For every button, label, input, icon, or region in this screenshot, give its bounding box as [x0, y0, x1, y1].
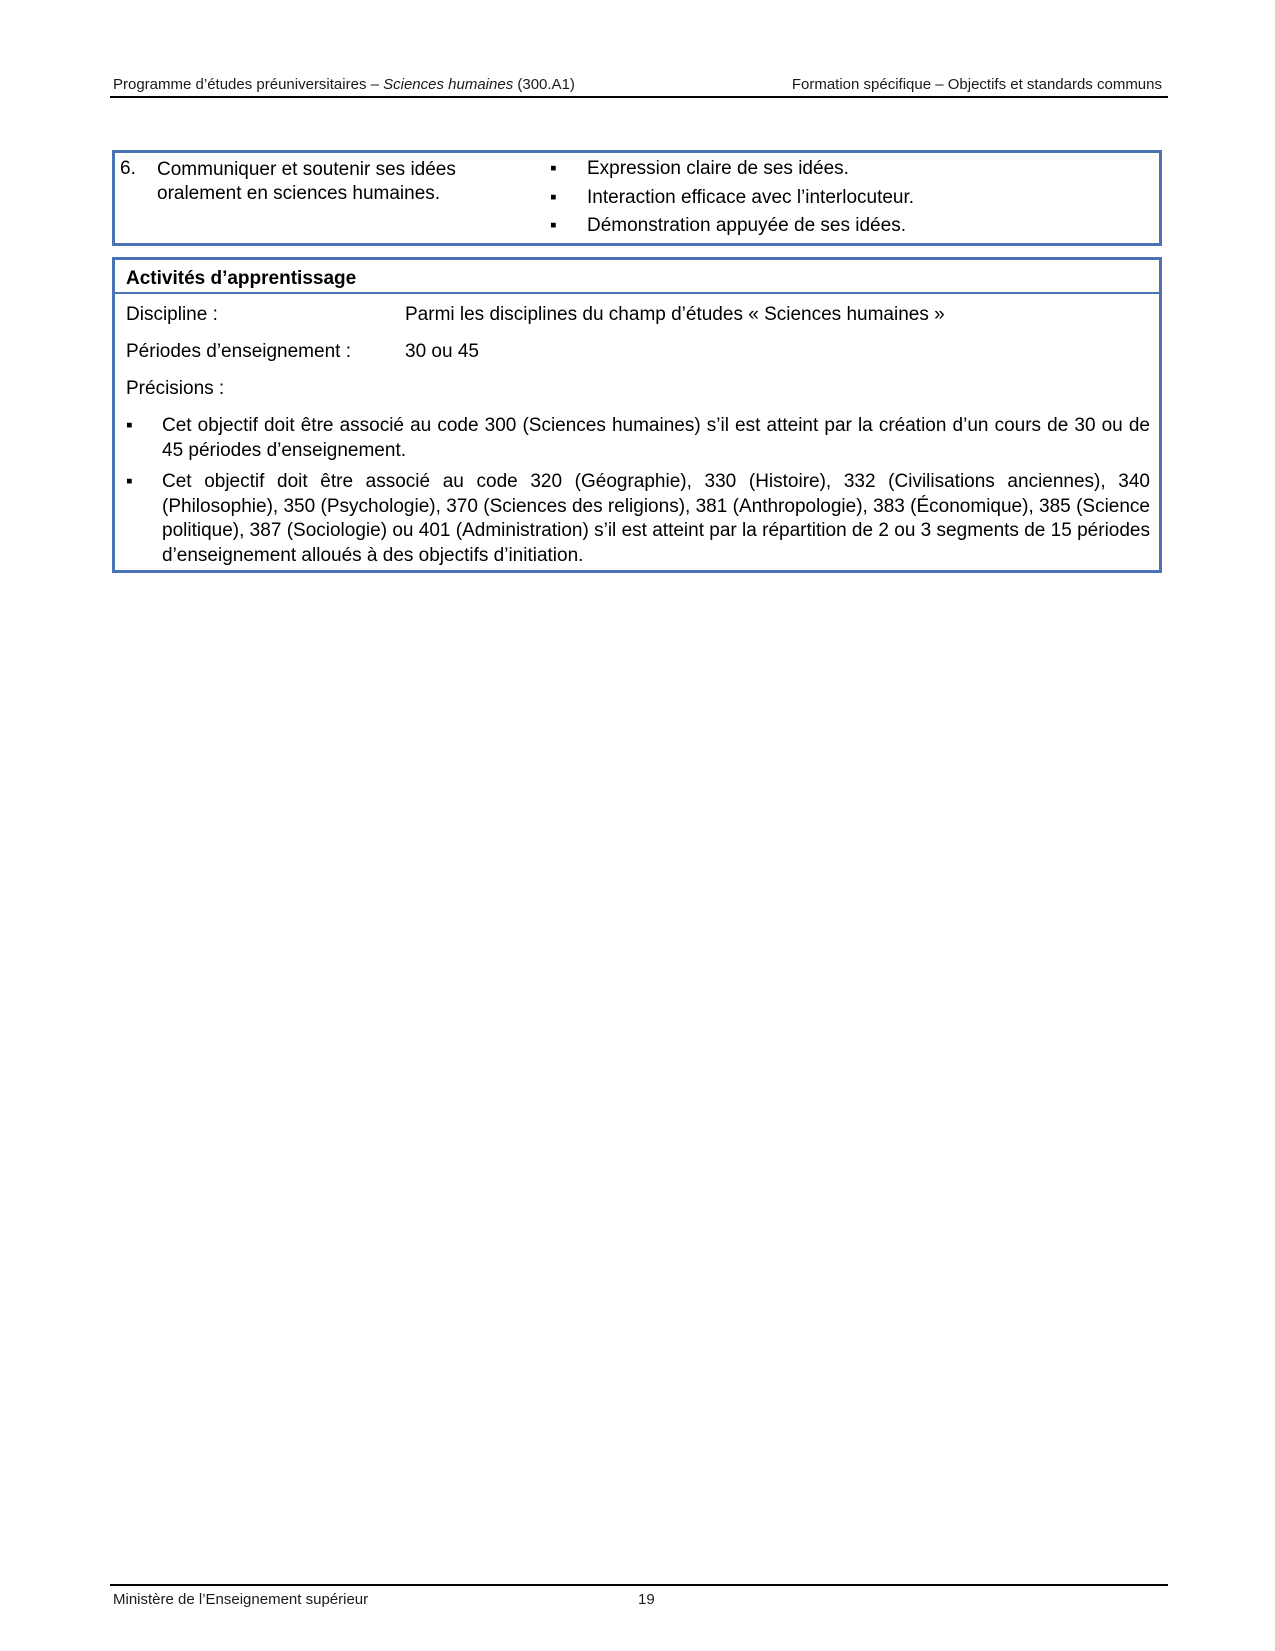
bullet-icon: ▪ [126, 471, 133, 492]
footer-ministry: Ministère de l’Enseignement supérieur [113, 1591, 369, 1608]
header-program-italic: Sciences humaines [383, 76, 514, 93]
page-number: 19 [638, 1591, 655, 1608]
precision-item [126, 414, 1150, 463]
activities-title: Activités d’apprentissage [126, 268, 357, 289]
header-program: Programme d’études préuniversitaires – [113, 76, 384, 93]
footer-divider [110, 1584, 1168, 1586]
objective-title: Communiquer et soutenir ses idées oralement en sciences humaines. [157, 159, 456, 204]
header-program-code: (300.A1) [513, 76, 575, 93]
bullet-icon: ▪ [126, 415, 133, 436]
running-header-left [113, 76, 575, 93]
bullet-icon: ▪ [550, 158, 557, 179]
precisions-label: Précisions : [126, 378, 225, 399]
standard-text: Démonstration appuyée de ses idées. [587, 215, 906, 236]
bullet-icon: ▪ [550, 187, 557, 208]
header-divider [110, 96, 1168, 98]
periods-label: Périodes d’enseignement : [126, 341, 351, 362]
standard-text: Expression claire de ses idées. [587, 158, 849, 179]
standard-text: Interaction efficace avec l’interlocuteur. [587, 187, 915, 208]
objective-number: 6. [120, 158, 136, 179]
precision-item [126, 470, 1150, 568]
discipline-value: Parmi les disciplines du champ d’études « Sciences humaines » [405, 304, 945, 325]
discipline-label: Discipline : [126, 304, 218, 325]
precision-text: Cet objectif doit être associé au code 320 (Géographie), 330 (Histoire), 332 (Civilisations anciennes), 340 (Philosophie), 350 (Psychologie), 370 (Sciences des religions), 381 (Anthropologie), 383 (Économique), 385 (Science politique), 387 (Sociologie) ou 401 (Administration) s’il est atteint par la répartition de 2 ou 3 segments de 15 périodes d’enseignement alloués à des objectifs d’initiation. [162, 471, 1150, 566]
bullet-icon: ▪ [550, 215, 557, 236]
running-header-right: Formation spécifique – Objectifs et standards communs [791, 76, 1162, 93]
precision-text: Cet objectif doit être associé au code 300 (Sciences humaines) s’il est atteint par la création d’un cours de 30 ou de 45 périodes d’enseignement. [162, 415, 1150, 461]
periods-value: 30 ou 45 [405, 341, 479, 362]
activities-divider [115, 292, 1159, 294]
